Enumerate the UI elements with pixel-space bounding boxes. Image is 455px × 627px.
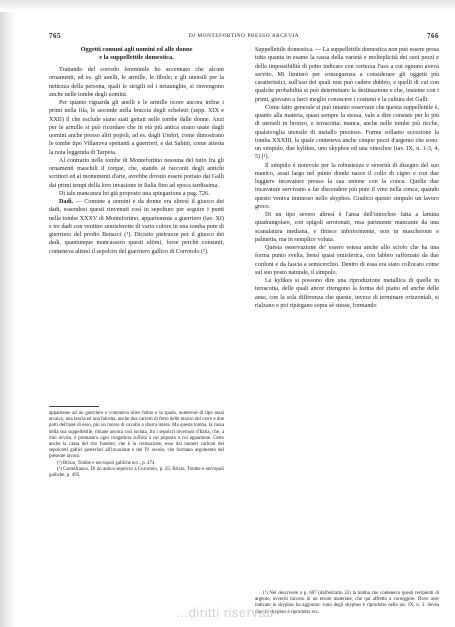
section-heading-line2: e la suppellettile domestica. [99, 54, 174, 61]
paragraph: Questa osservazione de' essere estesa anche allo sciolo che ha una forma punto svelta, bensì quasi emisferica, con labbro rafforzato da due cordoni e da fascia a semicerchio. Dentro di essa era stato collocato come sul suo posto naturale, il simpulo. [255, 245, 439, 276]
left-column [49, 46, 224, 256]
dadi-text: — Comune a uomini e da donne era altresì il giuoco dei dadi, essendosi questi rinvenuti così in sepolture per seguire i punti nella tombe XXXV di Montefortino, appartenente a guerriero (tav. XI) e tre dadi con ventitre semisferette di vario colore in una tomba pure di guerriero del predio Benacci (¹). Dicisito pietruzze per il giuoco dei dadi, quantunque mancassero questi ultimi, forse perchè consunti, conteneva altresì il sepolcro del guerriero gallico di Corrotolo (²). [49, 199, 224, 255]
dadi-label: Dadi. [59, 199, 74, 205]
paragraph: Le kylikes si possono dire una riproduzione metallica di quelle in terracotta, delle quali ancor ritengono la forma del piatto ed anche delle anse, con la sola differenza che queste, invece di terminare orizzontali, si rialzano e poi ripiegano sopra sè stesse, formando [255, 278, 439, 309]
footnote: appartenne ad un guerriero e conteneva oltre l'elmo e la spada, numerose di tipo assai arcaico, una lancia ed una falcetta, anche due carretti di ferro delle mozzo del carro e due parti dell'asse di esso, più un morso di cavallo a sbarra intera. Ma questa tomba, la cassa della sua suppellettile, rimane ancora così isolata, fra i sepolcri invernosi d'Italia, che, a mio avviso, è prematuro ogni congettura sull'età a cui poposto a coi appartiene. Certo anche la cassa del rito funebre, che è la cremazione, esso dai numeri carboni dei sepolcreti gallici posteriori all'invasione e del IV secolo, che formano argomento del presente lavoro. [49, 411, 224, 460]
page-number-right: 766 [427, 32, 439, 40]
footnote: (¹) Brizio, Tombe e necropoli galliche ecc., p. 474. [57, 460, 156, 466]
paragraph: Trattando del corredo femminile ho accennato che alcuni ornamenti, ed es. gli anelli, le armille, le fibule; e gli utensili per la nettezza della persona, quali le strigili ed i netaunghie, si rinvengono anche nelle tombe degli uomini. [49, 67, 224, 98]
paragraph: Per quanto riguarda gli anelli e le armille ocore ancora infine i primi nella fila, le seconde nella braccia degli scheletri (sepp. XIX e XXII) il che esclude siano stati gettati nelle tombe dalle donne. Anzi per le armille si può ricordare che in età più antica erano usate dagli uomini anche presso altri popoli, ad es. dagli Umbri, come dimostrano le tombe tipo Villanova spettanti a guerrieri, e dai Sabini, come attesta la nota leggenda di Tarpeia. [49, 100, 224, 156]
scan-shadow-left [0, 0, 16, 627]
running-title: DI MONTEFORTINO PRESSO ARCEVIA [188, 33, 300, 39]
footnote: (¹) Nel descrivere a p. 687 (dall'estratto 33) la tomba che conteneva questi recipienti di argento, avvertii incorso in un errore materiale, che qui affretto a correggere. Dove aver indicato lo skyphos ha aggiunto: sono degli skyphos è riprodotto nella tav. IX, n. 3: dovea dire: lo skyphos è riprodotto ecc. [255, 591, 439, 615]
paragraph: Di tale mancanza ho già proposto una spiegazione a pag. 726. [59, 190, 210, 197]
scan-shadow-top [0, 0, 455, 12]
paragraph: Il simpulo è notevole per la robustezza e severità di disegno del suo manico, assai largo nel punto donde nasce il collo di cigno e con due leggiere incavature presso la sua unione con la conca. Quelle due incavature servivano a far discendere più pure il vino nella conca, quando questo veniva immesso nello skyphos. Giudico questo simpulo un lavoro greco. [255, 162, 439, 210]
watermark: ...diritti riservati [176, 605, 274, 620]
paragraph-dadi [49, 198, 224, 256]
paragraph: Come fatto generale si può intanto osservare che questa suppellettile è, quanto alla materia, quasi sempre la stessa, vale a dire consiste per lo più di utensili in bronzo, e terracotta; manca, anche nelle tombe più ricche, qualsivoglia utensile di metallo prezioso. Forma sollanto eccezione la tomba XXXIII, la quale conteneva anche cinque pezzi d'argento che sono: un simpulo, due kylikes, uno skyphos ed una oinochoe (tav. IX, n. 1-3, 4, 5) (¹). [255, 104, 439, 161]
paragraph: Suppellettile domestica. — La suppellettile domestica non può essere presa tutta quanta in esame la cassa della varietà e molteplicità dei suoi pezzi e della impossibilità di poter indicare con certezza l'uso a cui ognuno aveva servito. Mi limiterò per conseguenza a considerare gli oggetti più caratteristici, sull'uso dei quali non può cadere dubbio, e quelli di cui con qualche probabilità si può determinare la destinazione e che, insieme con i primi, giovano a farci meglio conoscere i costumi e la cultura dei Galli. [255, 47, 439, 103]
section-heading [49, 46, 224, 62]
running-header [49, 30, 439, 42]
footnotes-left [49, 411, 224, 479]
footnote: (²) Castelfranco, Di un antico sepolcro a Corrotolo, p. 35; Brizio, Tombe e necropoli galliche, p. 495. [49, 466, 224, 479]
right-column [255, 46, 439, 310]
paragraph: Al contrario nelle tombe di Montefortino nessuna del tutto fra gli ornamenti maschili il torque, che, stando ai racconti degli antichi scrittori ed ai monumenti d'arte, avrebbe dovuto essere portato dai Galli dai primi tempi della loro invasione in Italia fino ad epoca tardissima. [49, 157, 224, 189]
section-heading-line1: Oggetti comuni agli uomini ed alle donne [80, 46, 193, 53]
paragraph: Di un tipo severo altresì è l'ansa dell'oinochoe fatta a lamina quadrangolare, con spigoli arrotonati, resa parimente mancante da una scanalatura mediana, e finisce inferiormente, non in mascherone e palmetta, ma in semplice voluta. [255, 212, 439, 243]
footnote-divider [49, 406, 99, 407]
page-number-left: 765 [49, 32, 61, 40]
